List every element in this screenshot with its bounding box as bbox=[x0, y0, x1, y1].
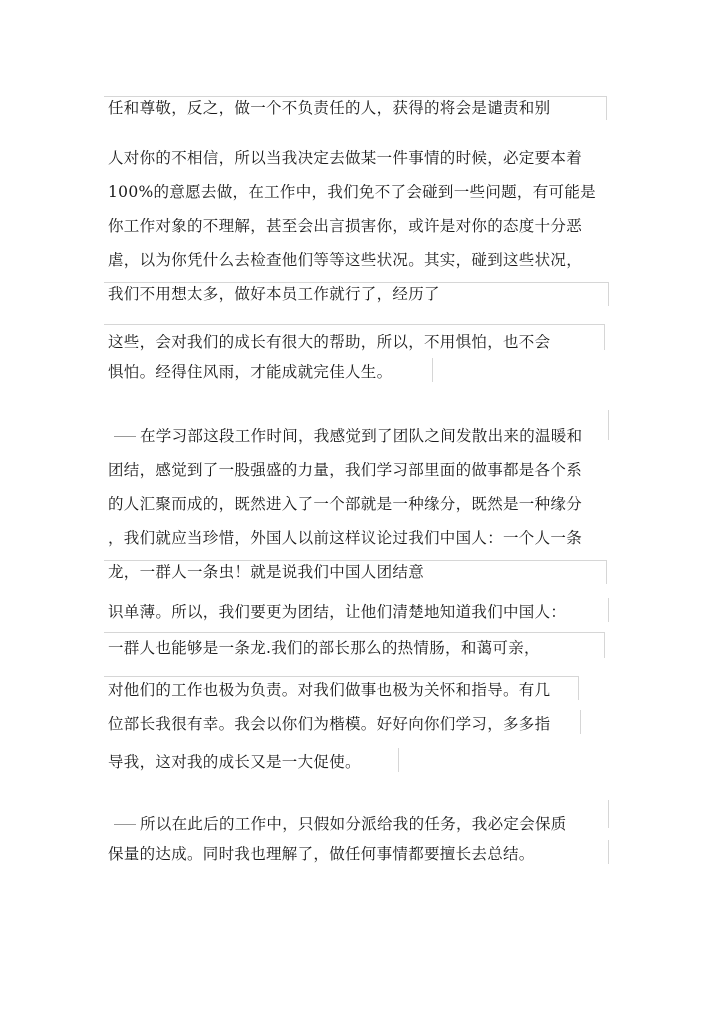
text-line: 导我，这对我的成长又是一大促使。 bbox=[108, 753, 361, 771]
paragraph-indent-rule bbox=[108, 812, 138, 836]
text-line: 对他们的工作也极为负责。对我们做事也极为关怀和指导。有几 bbox=[108, 681, 551, 699]
text-line: 惧怕。经得住风雨，才能成就完佳人生。 bbox=[108, 363, 393, 381]
text-line: 我们不用想太多，做好本员工作就行了，经历了 bbox=[108, 285, 440, 303]
text-line: 所以在此后的工作中，只假如分派给我的任务，我必定会保质 bbox=[140, 815, 567, 833]
text-line: 这些，会对我们的成长有很大的帮助，所以，不用惧怕，也不会 bbox=[108, 333, 551, 351]
text-line: 在学习部这段工作时间，我感觉到了团队之间发散出来的温暖和 bbox=[140, 427, 583, 445]
text-line: 的人汇聚而成的，既然进入了一个部就是一种缘分，既然是一种缘分 bbox=[108, 495, 583, 513]
text-line: 你工作对象的不理解，甚至会出言损害你，或许是对你的态度十分恶 bbox=[108, 217, 583, 235]
text-line: ，我们就应当珍惜，外国人以前这样议论过我们中国人：一个人一条 bbox=[108, 529, 583, 547]
text-line: 一群人也能够是一条龙.我们的部长那么的热情肠，和蔼可亲， bbox=[108, 639, 540, 657]
paragraph-indent-rule bbox=[108, 424, 138, 448]
text-line: 团结，感觉到了一股强盛的力量，我们学习部里面的做事都是各个系 bbox=[108, 461, 583, 479]
text-line: 位部长我很有幸。我会以你们为楷模。好好向你们学习，多多指 bbox=[108, 715, 551, 733]
text-line: 识单薄。所以，我们要更为团结，让他们清楚地知道我们中国人： bbox=[108, 603, 567, 621]
text-line: 龙，一群人一条虫！就是说我们中国人团结意 bbox=[108, 563, 425, 581]
text-line: 任和尊敬，反之，做一个不负责任的人，获得的将会是谴责和别 bbox=[108, 99, 551, 117]
text-line: 虐，以为你凭什么去检查他们等等这些状况。其实，碰到这些状况， bbox=[108, 251, 583, 269]
text-line: 保量的达成。同时我也理解了，做任何事情都要擅长去总结。 bbox=[108, 845, 535, 863]
text-line: 人对你的不相信，所以当我决定去做某一件事情的时候，必定要本着 bbox=[108, 149, 583, 167]
text-line: 100%的意愿去做，在工作中，我们免不了会碰到一些问题，有可能是 bbox=[108, 183, 596, 201]
